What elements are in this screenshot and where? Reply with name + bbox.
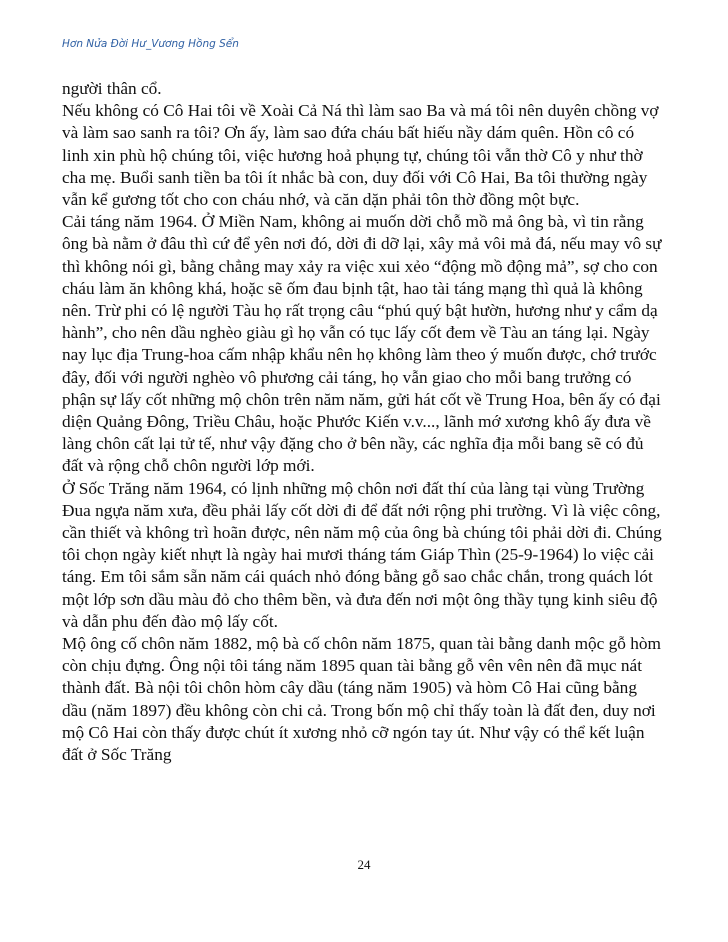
page-body <box>62 78 662 766</box>
paragraph: Ở Sốc Trăng năm 1964, có lịnh những mộ chôn nơi đất thí của làng tại vùng Trường Đua ngựa năm xưa, đều phải lấy cốt dời đi để đất nới rộng phi trường. Vì là việc công, cần thiết và không trì hoãn được, nên năm mộ của ông bà chúng tôi phải dời đi. Chúng tôi chọn ngày kiết nhựt là ngày hai mươi tháng tám Giáp Thìn (25-9-1964) lo việc cải táng. Em tôi sắm sẵn năm cái quách nhỏ đóng bằng gỗ sao chắc chắn, trong quách lót một lớp sơn dầu màu đỏ cho thêm bền, và đưa đến nơi một ông thầy tụng kinh siêu độ và dẫn phu đến đào mộ lấy cốt. <box>62 478 662 631</box>
paragraph: Mộ ông cố chôn năm 1882, mộ bà cố chôn năm 1875, quan tài bằng danh mộc gỗ hòm còn chịu đựng. Ông nội tôi táng năm 1895 quan tài bằng gỗ vên vên nên đã mục nát thành đất. Bà nội tôi chôn hòm cây dầu (táng năm 1905) và hòm Cô Hai cũng bằng dầu (năm 1897) đều không còn chi cả. Trong bốn mộ chỉ thấy toàn là đất đen, duy nơi mộ Cô Hai còn thấy được chút ít xương nhỏ cỡ ngón tay út. Như vậy có thể kết luận đất ở Sốc Trăng <box>62 634 661 765</box>
paragraph: Nếu không có Cô Hai tôi về Xoài Cả Ná thì làm sao Ba và má tôi nên duyên chồng vợ và làm sao sanh ra tôi? Ơn ấy, làm sao đứa cháu bất hiếu nầy dám quên. Hồn cô có linh xin phù hộ chúng tôi, việc hương hoả phụng tự, chúng tôi vẫn thờ Cô y như thờ cha mẹ. Buổi sanh tiền ba tôi ít nhắc bà con, duy đối với Cô Hai, Ba tôi thường ngày vẫn kể gương tốt cho con cháu nhớ, và căn dặn phải tôn thờ đồng một bực. <box>62 101 659 210</box>
paragraph: người thân cổ. <box>62 79 162 98</box>
paragraph: Cải táng năm 1964. Ở Miền Nam, không ai muốn dời chỗ mồ mả ông bà, vì tin rằng ông bà nằm ở đâu thì cứ để yên nơi đó, dời đi dỡ lại, xây mả vôi mả đá, nếu may vô sự thì không nói gì, bằng chẳng may xảy ra việc xui xẻo “động mồ động mả”, sợ cho con cháu làm ăn không khá, hoặc sẽ ốm đau bịnh tật, hao tài táng mạng thì quả là không nên. Trừ phi có lệ người Tàu họ rất trọng câu “phú quý bật hườn, hương như y cẩm dạ hành”, cho nên dầu nghèo giàu gì họ vẫn có tục lấy cốt đem về Tàu an táng lại. Ngày nay lục địa Trung-hoa cấm nhập khẩu nên họ không làm theo ý muốn được, chớ trước đây, đối với người nghèo vô phương cải táng, họ vẫn giao cho mỗi bang trưởng có phận sự lấy cốt những mộ chôn trên năm năm, gửi hát cốt về Trung Hoa, bên ấy có đại diện Quảng Đông, Triều Châu, hoặc Phước Kiến v.v..., lãnh mớ xương khô ấy đưa về làng chôn cất lại tử tế, như vậy đặng cho ở bên nầy, các nghĩa địa mỗi bang sẽ có đủ đất và rộng chỗ chôn người lớp mới. <box>62 212 662 476</box>
running-header: Hơn Nửa Đời Hư_Vương Hồng Sển <box>62 38 239 50</box>
page-number: 24 <box>357 857 371 872</box>
